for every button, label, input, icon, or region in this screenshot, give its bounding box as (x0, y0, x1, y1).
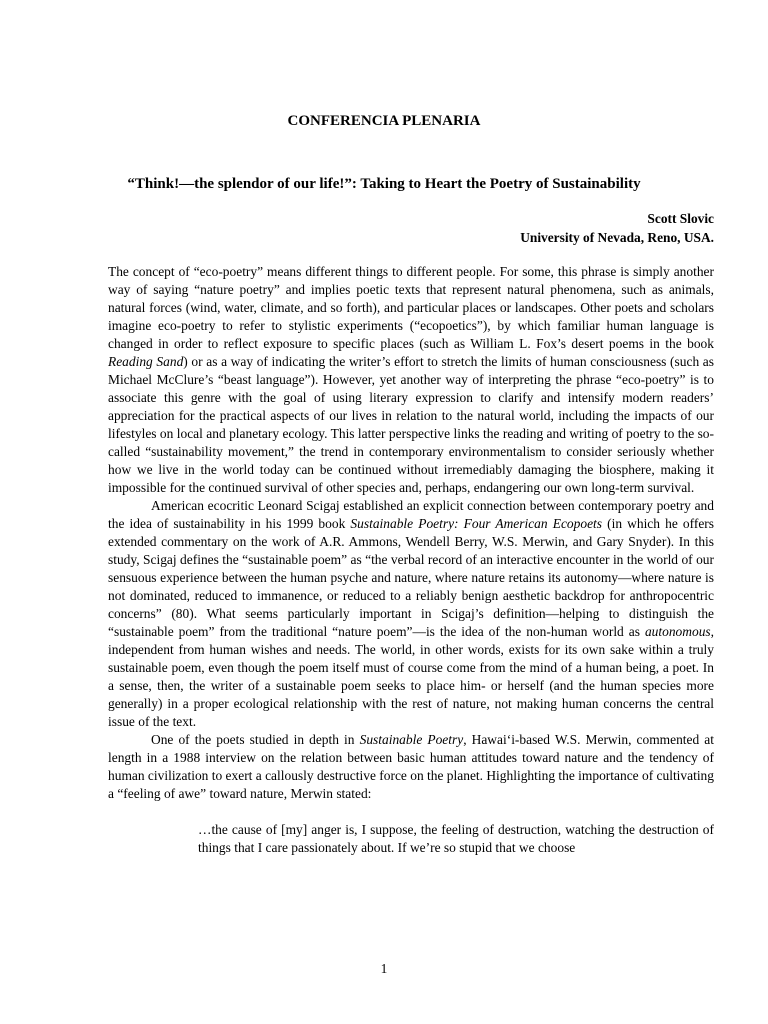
paragraph-3 (108, 731, 714, 803)
author-affiliation: University of Nevada, Reno, USA. (520, 230, 714, 245)
paragraph-3-text-a: One of the poets studied in depth in (151, 732, 360, 747)
book-title-sustainable-poetry-short: Sustainable Poetry (359, 732, 464, 747)
book-title-sustainable-poetry: Sustainable Poetry: Four American Ecopoets (350, 516, 602, 531)
paragraph-2-text-a: American ecocritic Leonard Scigaj established an explicit connection between contemporary poetry and the idea of sustainability in his 1999 book (108, 498, 714, 531)
paragraph-2-text-b: (in which he offers extended commentary on the work of A.R. Ammons, Wendell Berry, W.S. Merwin, and Gary Snyder). In this study, Scigaj defines the “sustainable poem” as “the verbal record of an interactive encounter in the world of our sensuous experience between the human psyche and nature, where nature retains its autonomy—where nature is not dominated, reduced to immanence, or reduced to a reliably benign aesthetic backdrop for anthropocentric concerns” (80). What seems particularly important in Scigaj’s definition—helping to distinguish the “sustainable poem” from the traditional “nature poem”—is the idea of the non-human world as (108, 516, 714, 639)
paragraph-2-text-c: , independent from human wishes and needs. The world, in other words, exists for its own sake within a truly sustainable poem, even though the poem itself must of course come from the mind of a human being, a poet. In a sense, then, the writer of a sustainable poem seeks to place him- or herself (and the human species more generally) in a proper ecological relationship with the rest of nature, not making human concerns the central issue of the text. (108, 624, 714, 729)
paragraph-2 (108, 497, 714, 731)
author-name: Scott Slovic (647, 211, 714, 226)
block-quote: …the cause of [my] anger is, I suppose, the feeling of destruction, watching the destruction of things that I care passionately about. If we’re so stupid that we choose (198, 822, 714, 855)
emphasis-autonomous: autonomous (644, 624, 711, 639)
paragraph-1-text-b: ) or as a way of indicating the writer’s effort to stretch the limits of human consciousness (such as Michael McClure’s “beast language”). However, yet another way of interpreting the phrase “eco-poetry” is to associate this genre with the goal of using literary expression to clarify and intensify modern readers’ appreciation for the practical aspects of our lives in relation to the natural world, including the impacts of our lifestyles on local and planetary ecology. This latter perspective links the reading and writing of poetry to the so-called “sustainability movement,” the trend in contemporary environmentalism to consider seriously whether how we live in the world today can be continued without irremediably damaging the biosphere, making it impossible for the continued survival of other species and, perhaps, endangering our own long-term survival. (108, 354, 714, 495)
paper-title: “Think!—the splendor of our life!”: Taking to Heart the Poetry of Sustainability (127, 176, 641, 192)
page-number: 1 (380, 961, 388, 976)
book-title-reading-sand: Reading Sand (108, 354, 184, 369)
paragraph-3-text-b: , Hawai‘i-based W.S. Merwin, commented at length in a 1988 interview on the relation between basic human attitudes toward nature and the tendency of human civilization to exert a callously destructive force on the planet. Highlighting the importance of cultivating a “feeling of awe” toward nature, Merwin stated: (108, 732, 714, 801)
conference-heading: CONFERENCIA PLENARIA (287, 113, 481, 129)
paragraph-1-text-a: The concept of “eco-poetry” means different things to different people. For some, this phrase is simply another way of saying “nature poetry” and implies poetic texts that represent natural phenomena, such as animals, natural forces (wind, water, climate, and so forth), and particular places or landscapes. Other poets and scholars imagine eco-poetry to refer to stylistic experiments (“ecopoetics”), by which familiar human language is changed in order to reflect exposure to specific places (such as William L. Fox’s desert poems in the book (108, 264, 714, 351)
body-text (108, 263, 714, 857)
paragraph-1 (108, 263, 714, 497)
